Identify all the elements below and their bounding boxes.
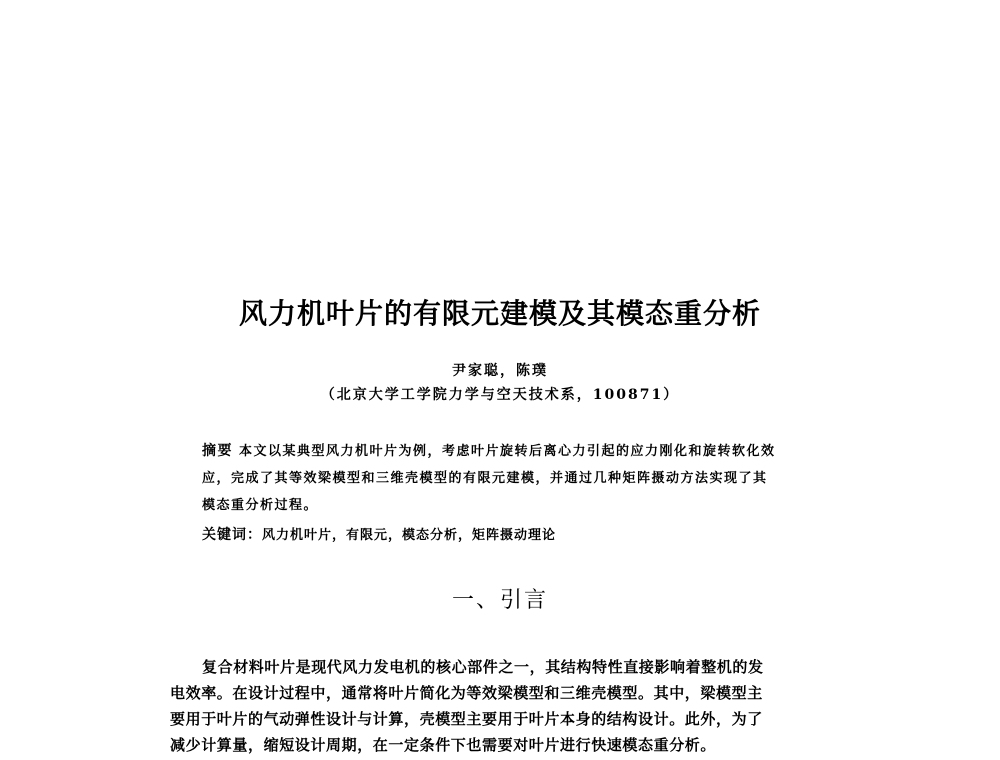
keywords-text: 风力机叶片，有限元，模态分析，矩阵摄动理论 bbox=[262, 528, 557, 543]
abstract-line-1 bbox=[202, 438, 782, 465]
section-heading-introduction: 一、引言 bbox=[451, 588, 548, 613]
paragraph-line-2: 电效率。在设计过程中，通常将叶片简化为等效梁模型和三维壳模型。其中，梁模型主 bbox=[170, 684, 763, 702]
introduction-paragraph bbox=[170, 654, 810, 758]
paragraph-line-4: 减少计算量，缩短设计周期，在一定条件下也需要对叶片进行快速模态重分析。 bbox=[170, 736, 717, 754]
abstract-line-2: 应，完成了其等效梁模型和三维壳模型的有限元建模，并通过几种矩阵摄动方法实现了其 bbox=[202, 471, 768, 486]
keywords bbox=[202, 525, 782, 546]
abstract-line-3: 模态重分析过程。 bbox=[202, 498, 319, 513]
abstract-label: 摘要 bbox=[202, 443, 233, 459]
abstract-text-1: 本文以某典型风力机叶片为例，考虑叶片旋转后离心力引起的应力刚化和旋转软化效 bbox=[239, 444, 776, 459]
paper-authors: 尹家聪，陈璞 bbox=[452, 363, 548, 379]
paper-affiliation: （北京大学工学院力学与空天技术系，100871） bbox=[320, 387, 680, 403]
abstract bbox=[202, 438, 782, 519]
paragraph-line-3: 要用于叶片的气动弹性设计与计算，壳模型主要用于叶片本身的结构设计。此外，为了 bbox=[170, 710, 763, 728]
paper-title: 风力机叶片的有限元建模及其模态重分析 bbox=[238, 297, 761, 330]
keywords-label: 关键词： bbox=[202, 527, 262, 543]
paragraph-line-1: 复合材料叶片是现代风力发电机的核心部件之一，其结构特性直接影响着整机的发 bbox=[202, 658, 764, 676]
